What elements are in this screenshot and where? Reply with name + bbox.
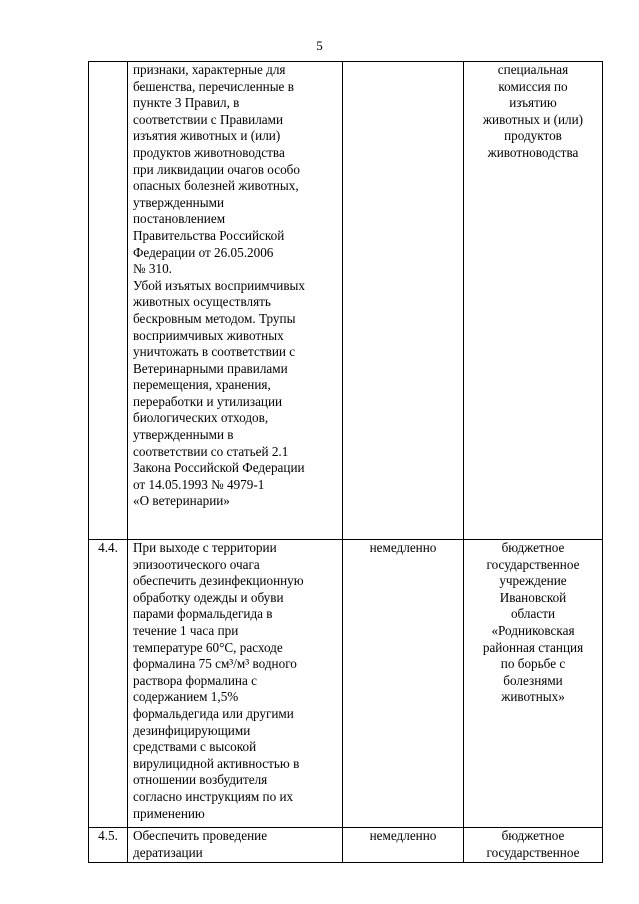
action-text-line: обеспечить дезинфекционную: [133, 573, 304, 589]
action-text-line: пункте 3 Правил, в: [133, 95, 240, 111]
action-text-line: применению: [133, 805, 205, 821]
item-number: [89, 62, 128, 540]
term-cell: немедленно: [343, 540, 464, 828]
item-number: 4.5.: [89, 828, 128, 863]
action-text-line: утвержденными: [133, 194, 225, 210]
action-text-line: биологических отходов,: [133, 410, 269, 426]
responsible-cell: [464, 62, 603, 540]
action-text-line: при ликвидации очагов особо: [133, 161, 300, 177]
action-text-line: изъятия животных и (или): [133, 128, 281, 144]
table-row: [89, 540, 603, 828]
responsible-text-line: государственное: [486, 844, 580, 860]
responsible-text-line: продуктов: [504, 128, 562, 144]
responsible-text-line: животных»: [501, 689, 565, 705]
table-row: [89, 62, 603, 540]
responsible-cell: [464, 540, 603, 828]
responsible-text-line: болезнями: [503, 672, 563, 688]
action-text-line: согласно инструкциям по их: [133, 788, 294, 804]
action-text-line: дератизации: [133, 844, 203, 860]
action-text-line: бескровным методом. Трупы: [133, 310, 296, 326]
action-text-line: Ветеринарными правилами: [133, 360, 288, 376]
action-text-line: обработку одежды и обуви: [133, 589, 284, 605]
responsible-text-line: животноводства: [487, 144, 579, 160]
action-text-line: температуре 60°С, расходе: [133, 639, 283, 655]
page-number: 5: [316, 38, 323, 53]
action-text-line: опасных болезней животных,: [133, 178, 299, 194]
action-text-line: вирулицидной активностью в: [133, 755, 300, 771]
action-text-line: Федерации от 26.05.2006: [133, 244, 274, 260]
action-text-line: животных осуществлять: [133, 294, 271, 310]
action-text-line: формалина 75 см³/м³ водного: [133, 656, 297, 672]
action-cell: [128, 540, 343, 828]
action-text-line: № 310.: [133, 261, 172, 277]
responsible-text-line: изъятию: [509, 95, 557, 111]
action-text-line: Правительства Российской: [133, 227, 285, 243]
action-text-line: При выходе с территории: [133, 540, 277, 555]
action-text-line: признаки, характерные для: [133, 62, 286, 77]
action-cell: [128, 828, 343, 863]
action-text-line: «О ветеринарии»: [133, 493, 230, 509]
responsible-text-line: бюджетное: [501, 540, 565, 555]
action-text-line: уничтожать в соответствии с: [133, 344, 296, 360]
responsible-text-line: по борьбе с: [500, 656, 566, 672]
responsible-text-line: учреждение: [499, 573, 567, 589]
action-text-line: отношении возбудителя: [133, 772, 268, 788]
action-cell: [128, 62, 343, 540]
action-text-line: перемещения, хранения,: [133, 377, 271, 393]
action-text-line: раствора формалина с: [133, 672, 257, 688]
action-text-line: Убой изъятых восприимчивых: [133, 277, 305, 293]
responsible-text-line: «Родниковская: [491, 622, 575, 638]
responsible-text-line: государственное: [486, 556, 580, 572]
action-text-line: переработки и утилизации: [133, 393, 283, 409]
action-text-line: бешенства, перечисленные в: [133, 78, 294, 94]
responsible-text-line: комиссия по: [498, 78, 568, 94]
action-text-line: соответствии со статьей 2.1: [133, 443, 289, 459]
responsible-text-line: бюджетное: [501, 828, 565, 843]
action-text-line: Обеспечить проведение: [133, 828, 268, 843]
term-cell: [343, 62, 464, 540]
measures-table: [88, 61, 603, 863]
action-text-line: средствами с высокой: [133, 739, 257, 755]
action-text-line: течение 1 часа при: [133, 622, 239, 638]
action-text-line: формальдегида или другими: [133, 705, 294, 721]
item-number: 4.4.: [89, 540, 128, 828]
action-text-line: продуктов животноводства: [133, 144, 285, 160]
action-text-line: постановлением: [133, 211, 226, 227]
action-text-line: содержанием 1,5%: [133, 689, 239, 705]
action-text-line: утвержденными в: [133, 427, 234, 443]
responsible-text-line: Ивановской: [499, 589, 567, 605]
responsible-text-line: специальная: [497, 62, 569, 77]
term-cell: немедленно: [343, 828, 464, 863]
action-text-line: восприимчивых животных: [133, 327, 284, 343]
responsible-text-line: животных и (или): [482, 111, 584, 127]
action-text-line: эпизоотического очага: [133, 556, 260, 572]
action-text-line: Закона Российской Федерации: [133, 460, 305, 476]
table-row: [89, 828, 603, 863]
responsible-cell: [464, 828, 603, 863]
action-text-line: парами формальдегида в: [133, 606, 273, 622]
table-body: [89, 62, 603, 863]
responsible-text-line: области: [510, 606, 556, 622]
action-text-line: соответствии с Правилами: [133, 111, 284, 127]
responsible-text-line: районная станция: [482, 639, 584, 655]
action-text-line: дезинфицирующими: [133, 722, 251, 738]
action-text-line: от 14.05.1993 № 4979-1: [133, 476, 265, 492]
